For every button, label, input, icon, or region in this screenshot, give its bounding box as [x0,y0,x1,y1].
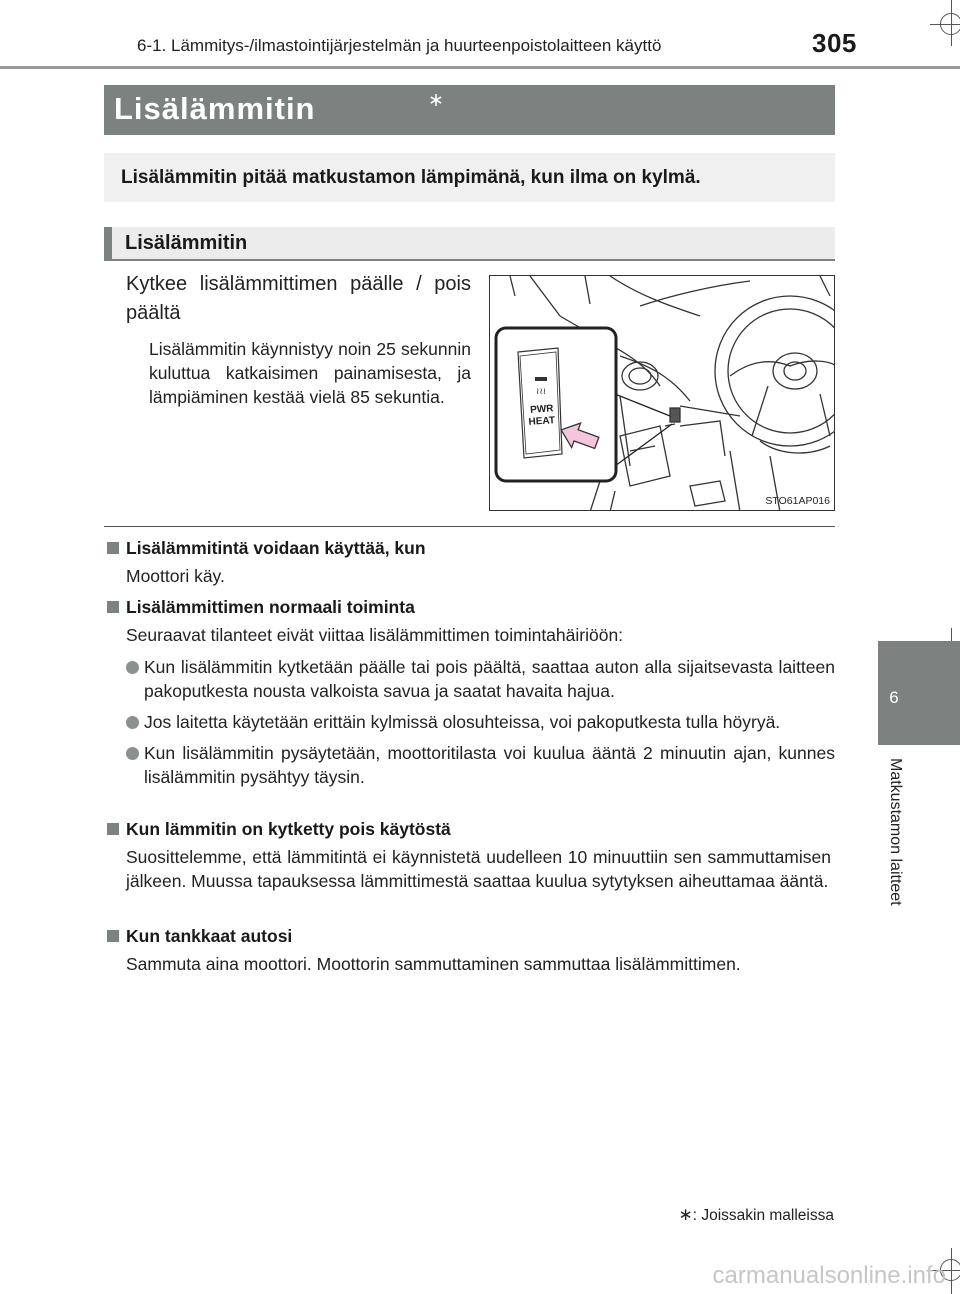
chapter-label-container [884,758,906,938]
watermark: carmanualsonline.info [712,1262,946,1289]
section-divider [104,526,835,527]
block-heading: Lisälämmittimen normaali toiminta [104,597,835,618]
bullet-item: Kun lisälämmitin kytketään päälle tai pois päältä, saattaa auton alla sijaitsevasta laitteen pakoputkesta nousta valkoista savua ja saatat havaita hajua. [144,657,835,701]
block-text: Seuraavat tilanteet eivät viittaa lisälämmittimen toimintahäiriöön: [126,625,624,645]
chapter-label: Matkustamon laitteet [887,758,904,906]
crop-mark [940,13,960,35]
chapter-number: 6 [889,688,899,707]
dashboard-illustration [489,275,835,511]
block-heading: Kun lämmitin on kytketty pois käytöstä [104,819,835,840]
callout-description: Lisälämmitin käynnistyy noin 25 sekunnin kuluttua katkaisimen painamisesta, ja lämpiäminen kestää vielä 85 sekuntia. [149,339,471,407]
title-bar [104,85,835,135]
intro-text: Lisälämmitin pitää matkustamon lämpimänä, kun ilma on kylmä. [121,167,701,188]
callout-text: Kytkee lisälämmittimen päälle / pois päältä [126,273,471,324]
switch-label-heat: HEAT [528,415,556,428]
svg-text:≀≀≀: ≀≀≀ [535,386,547,396]
section-accent [104,227,112,259]
info-block [104,538,835,588]
figure-code: STO61AP016 [765,495,830,507]
info-block [104,819,835,893]
block-text: Moottori käy. [126,566,225,586]
block-text: Sammuta aina moottori. Moottorin sammuttaminen sammuttaa lisälämmittimen. [126,954,741,974]
block-heading: Lisälämmitintä voidaan käyttää, kun [104,538,835,559]
bullet-item: Jos laitetta käytetään erittäin kylmissä olosuhteissa, voi pakoputkesta tulla höyryä. [144,710,835,734]
section-heading-text: Lisälämmitin [125,232,248,254]
footnote [678,1205,834,1225]
page-title: Lisälämmitin [114,91,316,126]
dashboard-drawing [490,276,835,511]
chapter-title: 6-1. Lämmitys-/ilmastointijärjestelmän ja huurteenpoistolaitteen käyttö [137,36,662,55]
bullet-item: Kun lisälämmitin pysäytetään, moottoritilasta voi kuulua ääntä 2 minuutin ajan, kunnes lisälämmitin pysähtyy täysin. [144,743,835,787]
header-rule [0,66,960,69]
intro-box [104,153,835,202]
page-number: 305 [812,28,857,58]
info-block [104,597,835,789]
block-text: Suosittelemme, että lämmitintä ei käynnistetä uudelleen 10 minuuttiin sen sammuttamisen jälkeen. Muussa tapauksessa lämmittimestä saattaa kuulua sytytyksen aiheuttamaa ääntä. [126,847,831,891]
switch-label-pwr: PWR [529,403,554,416]
asterisk-icon: ∗ [678,1205,693,1224]
block-heading: Kun tankkaat autosi [104,926,835,947]
asterisk-icon: ∗ [428,90,444,111]
footnote-text: : Joissakin malleissa [692,1207,834,1224]
info-block [104,926,835,976]
section-heading [104,227,835,261]
